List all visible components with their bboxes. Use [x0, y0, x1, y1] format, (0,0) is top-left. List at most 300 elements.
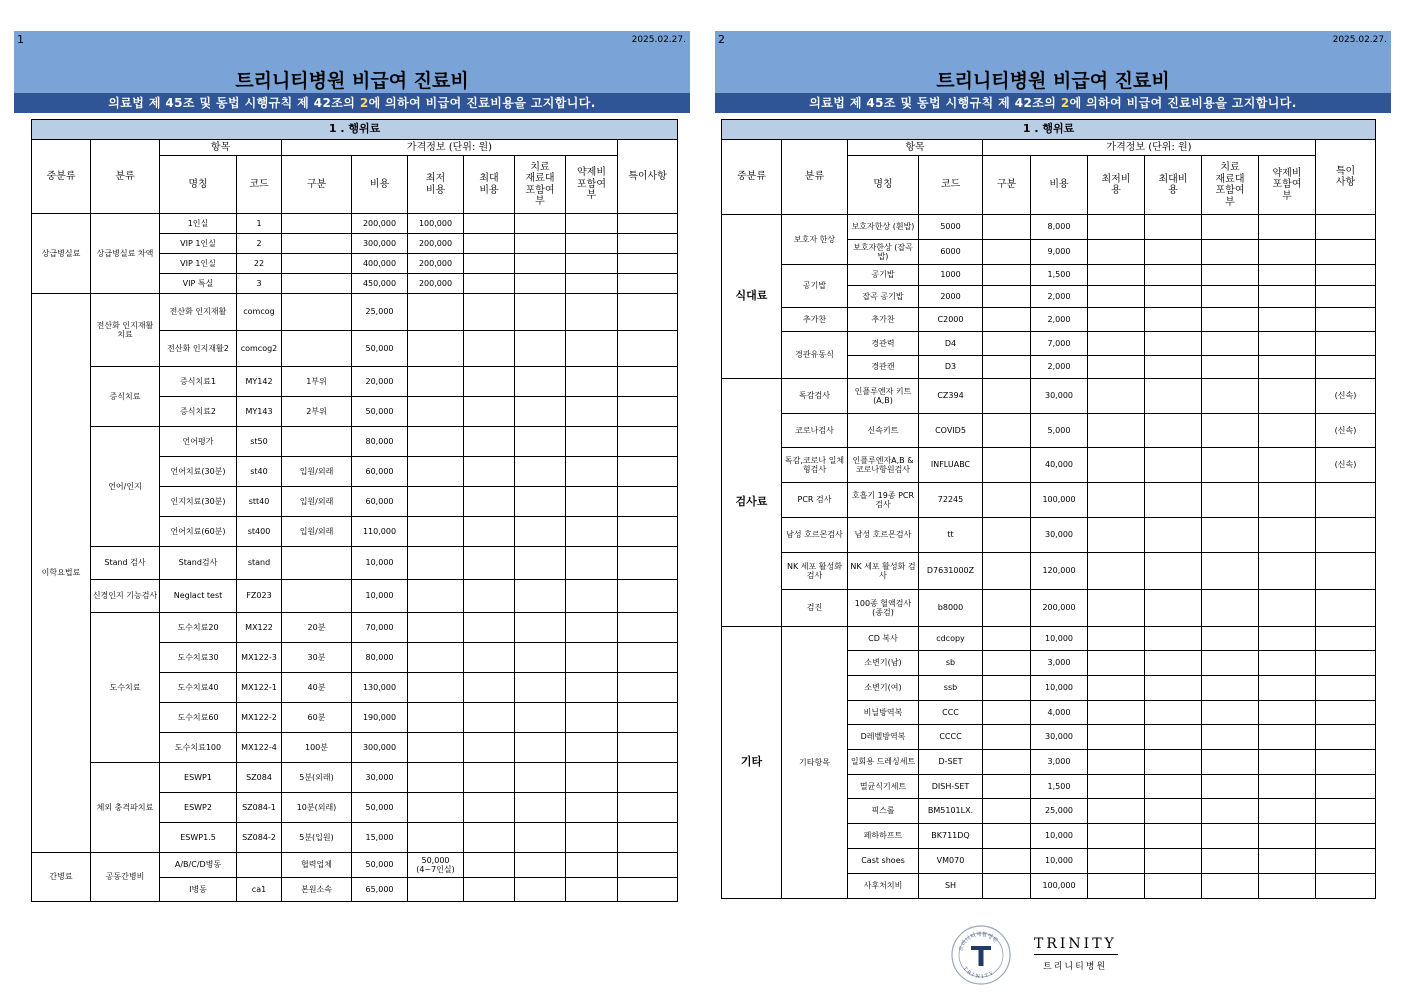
note-cell: [618, 517, 678, 547]
drug-included-cell: [566, 853, 618, 878]
material-included-cell: [1202, 379, 1259, 414]
code-cell: SZ084-1: [237, 793, 282, 823]
code-cell: INFLUABC: [919, 448, 983, 483]
drug-included-cell: [1259, 824, 1316, 849]
col-price-info: 가격정보 (단위: 원): [282, 140, 618, 156]
cost-cell: 65,000: [352, 878, 408, 902]
name-cell: 보호자한상 (잡곡밥): [848, 240, 919, 265]
material-included-cell: [515, 853, 566, 878]
min-cost-cell: [1088, 651, 1145, 676]
drug-included-cell: [1259, 849, 1316, 874]
material-included-cell: [515, 643, 566, 673]
col-note: 특이 사항: [1316, 140, 1376, 215]
material-included-cell: [515, 397, 566, 427]
min-cost-cell: [1088, 518, 1145, 553]
material-included-cell: [1202, 725, 1259, 750]
col-min-cost: 최저 비용: [408, 156, 464, 214]
cost-cell: 1,500: [1031, 265, 1088, 286]
name-cell: 1인실: [160, 214, 237, 234]
material-included-cell: [1202, 553, 1259, 590]
category-cell: 경관유동식: [782, 332, 848, 379]
max-cost-cell: [464, 254, 515, 274]
code-cell: BM5101LX.: [919, 799, 983, 824]
page-number: 1: [17, 33, 24, 46]
division-cell: [983, 750, 1031, 775]
material-included-cell: [1202, 308, 1259, 332]
division-cell: 1부위: [282, 367, 352, 397]
col-code: 코드: [237, 156, 282, 214]
drug-included-cell: [566, 793, 618, 823]
name-cell: 증식치료1: [160, 367, 237, 397]
cost-cell: 25,000: [1031, 799, 1088, 824]
max-cost-cell: [1145, 308, 1202, 332]
division-cell: [282, 274, 352, 294]
note-cell: [1316, 215, 1376, 240]
col-min-cost: 최저비 용: [1088, 156, 1145, 215]
note-cell: [618, 643, 678, 673]
division-cell: [983, 799, 1031, 824]
max-cost-cell: [1145, 590, 1202, 627]
min-cost-cell: [1088, 849, 1145, 874]
cost-cell: 100,000: [1031, 874, 1088, 899]
note-cell: [1316, 701, 1376, 725]
division-cell: [282, 254, 352, 274]
note-cell: [618, 613, 678, 643]
division-cell: 100분: [282, 733, 352, 763]
max-cost-cell: [464, 331, 515, 367]
drug-included-cell: [1259, 627, 1316, 651]
material-included-cell: [1202, 701, 1259, 725]
col-mid-category: 중분류: [32, 140, 91, 214]
drug-included-cell: [1259, 286, 1316, 308]
category-cell: 독감,코로나 일체형검사: [782, 448, 848, 483]
division-cell: [983, 414, 1031, 448]
material-included-cell: [515, 331, 566, 367]
note-cell: [1316, 286, 1376, 308]
min-cost-cell: [408, 331, 464, 367]
cost-cell: 2,000: [1031, 356, 1088, 379]
note-cell: [1316, 651, 1376, 676]
code-cell: ca1: [237, 878, 282, 902]
table-row: [722, 627, 1376, 651]
code-cell: 22: [237, 254, 282, 274]
name-cell: 도수치료20: [160, 613, 237, 643]
category-cell: 보호자 한상: [782, 215, 848, 265]
table-row: [32, 853, 678, 878]
division-cell: [983, 308, 1031, 332]
note-cell: [1316, 590, 1376, 627]
max-cost-cell: [464, 457, 515, 487]
hospital-emblem-icon: [950, 924, 1012, 986]
cost-cell: 80,000: [352, 643, 408, 673]
note-cell: [1316, 824, 1376, 849]
cost-cell: 10,000: [352, 547, 408, 580]
division-cell: 60분: [282, 703, 352, 733]
note-cell: [618, 234, 678, 254]
min-cost-cell: [1088, 356, 1145, 379]
code-cell: D3: [919, 356, 983, 379]
emblem-text-en: TRINITY: [961, 965, 997, 981]
division-cell: [282, 331, 352, 367]
min-cost-cell: 50,000 (4~7인실): [408, 853, 464, 878]
code-cell: 1000: [919, 265, 983, 286]
code-cell: b8000: [919, 590, 983, 627]
table-row: [722, 448, 1376, 483]
note-cell: [618, 547, 678, 580]
category-cell: Stand 검사: [91, 547, 160, 580]
max-cost-cell: [464, 487, 515, 517]
division-cell: [282, 580, 352, 613]
name-cell: 전산화 인지재활2: [160, 331, 237, 367]
category-cell: 기타항목: [782, 627, 848, 899]
code-cell: CZ394: [919, 379, 983, 414]
table-row: [32, 367, 678, 397]
note-cell: [1316, 627, 1376, 651]
cost-cell: 2,000: [1031, 308, 1088, 332]
code-cell: ssb: [919, 676, 983, 701]
name-cell: 증식치료2: [160, 397, 237, 427]
drug-included-cell: [1259, 799, 1316, 824]
max-cost-cell: [1145, 750, 1202, 775]
material-included-cell: [1202, 590, 1259, 627]
cost-cell: 50,000: [352, 853, 408, 878]
brand-divider: [1034, 954, 1118, 955]
division-cell: 10분(외래): [282, 793, 352, 823]
code-cell: tt: [919, 518, 983, 553]
cost-cell: 40,000: [1031, 448, 1088, 483]
note-cell: [1316, 750, 1376, 775]
material-included-cell: [1202, 215, 1259, 240]
name-cell: A/B/C/D병동: [160, 853, 237, 878]
table-row: [32, 214, 678, 234]
table-row: [32, 613, 678, 643]
name-cell: Stand검사: [160, 547, 237, 580]
name-cell: 픽스롤: [848, 799, 919, 824]
name-cell: 남성 호르몬검사: [848, 518, 919, 553]
col-drug-included: 약제비 포함여 부: [1259, 156, 1316, 215]
drug-included-cell: [566, 613, 618, 643]
name-cell: 소변기(여): [848, 676, 919, 701]
drug-included-cell: [1259, 265, 1316, 286]
material-included-cell: [515, 517, 566, 547]
max-cost-cell: [1145, 332, 1202, 356]
cost-cell: 10,000: [1031, 849, 1088, 874]
drug-included-cell: [1259, 590, 1316, 627]
material-included-cell: [1202, 874, 1259, 899]
col-cost: 비용: [352, 156, 408, 214]
note-cell: [618, 274, 678, 294]
mid-category-cell: 간병료: [32, 853, 91, 902]
max-cost-cell: [464, 673, 515, 703]
page-2: [715, 31, 1391, 899]
name-cell: 언어치료(30분): [160, 457, 237, 487]
min-cost-cell: 200,000: [408, 254, 464, 274]
cost-cell: 30,000: [352, 763, 408, 793]
note-cell: [618, 823, 678, 853]
material-included-cell: [515, 613, 566, 643]
col-item: 항목: [160, 140, 282, 156]
name-cell: 소변기(남): [848, 651, 919, 676]
cost-cell: 9,000: [1031, 240, 1088, 265]
legal-notice: [14, 93, 690, 113]
division-cell: 5분(외래): [282, 763, 352, 793]
code-cell: MX122-1: [237, 673, 282, 703]
cost-cell: 400,000: [352, 254, 408, 274]
code-cell: COVID5: [919, 414, 983, 448]
name-cell: ESWP2: [160, 793, 237, 823]
note-cell: [1316, 356, 1376, 379]
division-cell: [983, 286, 1031, 308]
max-cost-cell: [464, 878, 515, 902]
max-cost-cell: [1145, 379, 1202, 414]
material-included-cell: [1202, 849, 1259, 874]
note-cell: [1316, 483, 1376, 518]
division-cell: [983, 824, 1031, 849]
min-cost-cell: [408, 878, 464, 902]
code-cell: stand: [237, 547, 282, 580]
drug-included-cell: [1259, 332, 1316, 356]
name-cell: 비닐방역복: [848, 701, 919, 725]
drug-included-cell: [566, 397, 618, 427]
section-title: 1 . 행위료: [32, 120, 678, 140]
cost-cell: 30,000: [1031, 379, 1088, 414]
max-cost-cell: [464, 703, 515, 733]
max-cost-cell: [464, 823, 515, 853]
cost-cell: 5,000: [1031, 414, 1088, 448]
cost-cell: 20,000: [352, 367, 408, 397]
max-cost-cell: [1145, 849, 1202, 874]
division-cell: [983, 627, 1031, 651]
code-cell: C2000: [919, 308, 983, 332]
name-cell: 언어치료(60분): [160, 517, 237, 547]
code-cell: sb: [919, 651, 983, 676]
note-cell: (신속): [1316, 448, 1376, 483]
code-cell: stt40: [237, 487, 282, 517]
note-cell: [618, 580, 678, 613]
legal-notice-text: 의료법 제 45조 및 동법 시행규칙 제 42조의: [809, 96, 1061, 110]
material-included-cell: [515, 254, 566, 274]
table-row: [32, 763, 678, 793]
cost-cell: 50,000: [352, 793, 408, 823]
drug-included-cell: [566, 673, 618, 703]
code-cell: MY142: [237, 367, 282, 397]
max-cost-cell: [464, 517, 515, 547]
code-cell: 6000: [919, 240, 983, 265]
material-included-cell: [1202, 332, 1259, 356]
cost-cell: 100,000: [1031, 483, 1088, 518]
col-max-cost: 최대비 용: [1145, 156, 1202, 215]
max-cost-cell: [464, 274, 515, 294]
legal-notice-text-end: 에 의하여 비급여 진료비용을 고지합니다.: [1069, 96, 1297, 110]
note-cell: [618, 487, 678, 517]
cost-cell: 30,000: [1031, 725, 1088, 750]
code-cell: st40: [237, 457, 282, 487]
note-cell: [618, 254, 678, 274]
drug-included-cell: [1259, 379, 1316, 414]
note-cell: [1316, 240, 1376, 265]
division-cell: [983, 590, 1031, 627]
category-cell: 남성 호르몬검사: [782, 518, 848, 553]
page-number: 2: [718, 33, 725, 46]
min-cost-cell: [408, 580, 464, 613]
drug-included-cell: [566, 643, 618, 673]
code-cell: SH: [919, 874, 983, 899]
brand-name-kr: 트리니티병원: [1043, 962, 1108, 972]
min-cost-cell: [408, 487, 464, 517]
material-included-cell: [515, 763, 566, 793]
material-included-cell: [515, 733, 566, 763]
material-included-cell: [515, 547, 566, 580]
min-cost-cell: [1088, 775, 1145, 799]
cost-cell: 7,000: [1031, 332, 1088, 356]
max-cost-cell: [464, 294, 515, 331]
cost-cell: 60,000: [352, 487, 408, 517]
cost-cell: 120,000: [1031, 553, 1088, 590]
cost-cell: 450,000: [352, 274, 408, 294]
code-cell: MY143: [237, 397, 282, 427]
name-cell: 사후처치비: [848, 874, 919, 899]
category-cell: 증식치료: [91, 367, 160, 427]
division-cell: [983, 676, 1031, 701]
drug-included-cell: [566, 733, 618, 763]
max-cost-cell: [464, 733, 515, 763]
drug-included-cell: [566, 427, 618, 457]
cost-cell: 130,000: [352, 673, 408, 703]
min-cost-cell: [1088, 308, 1145, 332]
max-cost-cell: [1145, 775, 1202, 799]
code-cell: comcog2: [237, 331, 282, 367]
note-cell: [1316, 676, 1376, 701]
col-price-info: 가격정보 (단위: 원): [983, 140, 1316, 156]
code-cell: 72245: [919, 483, 983, 518]
note-cell: [1316, 725, 1376, 750]
material-included-cell: [1202, 627, 1259, 651]
cost-cell: 200,000: [352, 214, 408, 234]
col-mid-category: 중분류: [722, 140, 782, 215]
material-included-cell: [1202, 240, 1259, 265]
division-cell: 본원소속: [282, 878, 352, 902]
category-cell: 코로나검사: [782, 414, 848, 448]
max-cost-cell: [1145, 483, 1202, 518]
col-drug-included: 약제비 포함여 부: [566, 156, 618, 214]
brand-name-en: TRINITY: [1034, 936, 1117, 952]
cost-cell: 4,000: [1031, 701, 1088, 725]
division-cell: [282, 234, 352, 254]
note-cell: [618, 427, 678, 457]
cost-cell: 300,000: [352, 234, 408, 254]
material-included-cell: [515, 427, 566, 457]
max-cost-cell: [1145, 265, 1202, 286]
drug-included-cell: [1259, 775, 1316, 799]
name-cell: 언어평가: [160, 427, 237, 457]
material-included-cell: [515, 823, 566, 853]
drug-included-cell: [1259, 725, 1316, 750]
cost-cell: 2,000: [1031, 286, 1088, 308]
min-cost-cell: [408, 733, 464, 763]
name-cell: 도수치료60: [160, 703, 237, 733]
max-cost-cell: [1145, 627, 1202, 651]
max-cost-cell: [464, 643, 515, 673]
division-cell: [983, 725, 1031, 750]
note-cell: [618, 457, 678, 487]
division-cell: [282, 214, 352, 234]
division-cell: 30분: [282, 643, 352, 673]
name-cell: VIP 1인실: [160, 254, 237, 274]
name-cell: 도수치료40: [160, 673, 237, 703]
min-cost-cell: [408, 823, 464, 853]
material-included-cell: [1202, 286, 1259, 308]
material-included-cell: [1202, 265, 1259, 286]
division-cell: 입원/외래: [282, 487, 352, 517]
material-included-cell: [1202, 518, 1259, 553]
min-cost-cell: [408, 643, 464, 673]
note-cell: [1316, 799, 1376, 824]
min-cost-cell: 200,000: [408, 234, 464, 254]
division-cell: [983, 332, 1031, 356]
max-cost-cell: [1145, 701, 1202, 725]
material-included-cell: [515, 234, 566, 254]
note-cell: [618, 294, 678, 331]
division-cell: [983, 215, 1031, 240]
code-cell: st50: [237, 427, 282, 457]
name-cell: 호흡기 19종 PCR 검사: [848, 483, 919, 518]
note-cell: [1316, 265, 1376, 286]
min-cost-cell: [408, 763, 464, 793]
division-cell: 2부위: [282, 397, 352, 427]
drug-included-cell: [1259, 414, 1316, 448]
legal-notice: [715, 93, 1391, 113]
col-max-cost: 최대 비용: [464, 156, 515, 214]
material-included-cell: [1202, 414, 1259, 448]
name-cell: 인플루엔자A,B & 코로나항원검사: [848, 448, 919, 483]
drug-included-cell: [1259, 874, 1316, 899]
legal-notice-text-end: 에 의하여 비급여 진료비용을 고지합니다.: [368, 96, 596, 110]
table-row: [32, 580, 678, 613]
drug-included-cell: [566, 703, 618, 733]
drug-included-cell: [566, 547, 618, 580]
col-category: 분류: [91, 140, 160, 214]
note-cell: [618, 793, 678, 823]
name-cell: 인플루엔자 키트(A,B): [848, 379, 919, 414]
name-cell: 경관캔: [848, 356, 919, 379]
code-cell: FZ023: [237, 580, 282, 613]
max-cost-cell: [1145, 874, 1202, 899]
mid-category-cell: 이학요법료: [32, 294, 91, 853]
note-cell: [618, 733, 678, 763]
min-cost-cell: [1088, 799, 1145, 824]
material-included-cell: [1202, 799, 1259, 824]
drug-included-cell: [566, 274, 618, 294]
max-cost-cell: [464, 853, 515, 878]
note-cell: (신속): [1316, 414, 1376, 448]
name-cell: 일회용 드레싱세트: [848, 750, 919, 775]
division-cell: [983, 701, 1031, 725]
note-cell: [1316, 518, 1376, 553]
min-cost-cell: [1088, 332, 1145, 356]
table-row: [722, 483, 1376, 518]
name-cell: I병동: [160, 878, 237, 902]
category-cell: NK 세포 활성화 검사: [782, 553, 848, 590]
code-cell: D7631000Z: [919, 553, 983, 590]
code-cell: 1: [237, 214, 282, 234]
category-cell: 체외 충격파치료: [91, 763, 160, 853]
code-cell: VM070: [919, 849, 983, 874]
cost-cell: 3,000: [1031, 750, 1088, 775]
category-cell: 공동간병비: [91, 853, 160, 902]
col-division: 구분: [282, 156, 352, 214]
col-category: 분류: [782, 140, 848, 215]
page-title: 트리니티병원 비급여 진료비: [235, 70, 469, 92]
